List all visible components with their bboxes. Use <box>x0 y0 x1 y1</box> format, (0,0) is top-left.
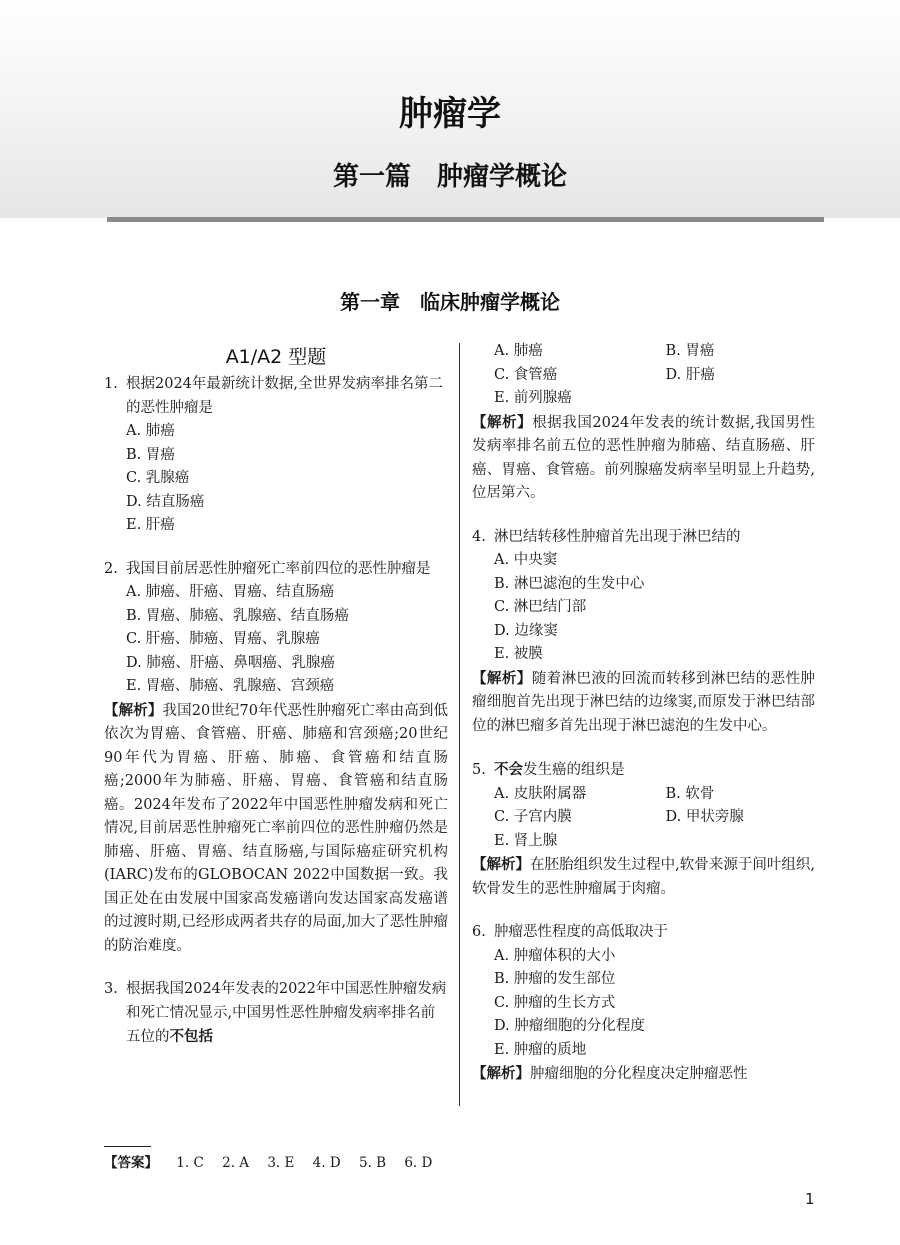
analysis <box>472 667 815 739</box>
left-column <box>104 340 448 1070</box>
option-b: B. 肿瘤的发生部位 <box>494 971 616 987</box>
analysis <box>472 411 815 506</box>
option-d: D. 边缘窦 <box>494 622 558 639</box>
analysis-text: 在胚胎组织发生过程中,软骨来源于间叶组织,软骨发生的恶性肿瘤属于肉瘤。 <box>472 857 815 897</box>
question-3 <box>104 978 448 1050</box>
question-4 <box>472 526 815 739</box>
question-text: 淋巴结转移性肿瘤首先出现于淋巴结的 <box>494 528 741 545</box>
option-a: A. 肺癌 <box>494 343 543 359</box>
page-number: 1 <box>805 1190 815 1208</box>
question-stem <box>472 921 815 945</box>
chapter-title: 第一章 临床肿瘤学概论 <box>340 290 560 314</box>
question-stem <box>472 758 815 783</box>
analysis-label: 【解析】 <box>472 1065 530 1082</box>
question-number: 3. <box>104 981 118 997</box>
question-emphasis: 不包括 <box>169 1028 213 1045</box>
answer-item: 3. E <box>267 1155 295 1171</box>
option-e: E. 肿瘤的质地 <box>494 1041 587 1058</box>
question-stem <box>104 373 448 420</box>
analysis-label: 【解析】 <box>472 669 532 687</box>
column-divider <box>459 343 460 1106</box>
option-d: D. 肿瘤细胞的分化程度 <box>494 1018 645 1034</box>
answer-key <box>104 1152 446 1174</box>
option-e: E. 肝癌 <box>126 517 175 533</box>
analysis-label: 【解析】 <box>472 856 531 873</box>
header-divider <box>107 217 824 222</box>
analysis-text: 我国20世纪70年代恶性肿瘤死亡率由高到低依次为胃癌、食管癌、肝癌、肺癌和宫颈癌;20世纪90年代为胃癌、肝癌、肺癌、食管癌和结直肠癌;2000年为肺癌、肝癌、胃癌、食管癌和结直肠癌。2024年发布了2022年中国恶性肿瘤发病和死亡情况,目前居恶性肿瘤死亡率前四位的恶性肿瘤仍然是肺癌、肝癌、胃癌、结直肠癌,与国际癌症研究机构(IARC)发布的GLOBOCAN 2022中国数据一致。我国正处在由发展中国家高发癌谱向发达国家高发癌谱的过渡时期,已经形成两者共存的局面,加大了恶性肿瘤的防治难度。 <box>104 702 449 954</box>
analysis <box>472 1062 815 1087</box>
option-c: C. 食管癌 <box>494 366 558 383</box>
answer-key-label: 【答案】 <box>104 1155 158 1171</box>
option-c: C. 肝癌、肺癌、胃癌、乳腺癌 <box>126 631 320 647</box>
option-b: B. 胃癌 <box>665 343 715 359</box>
book-title: 肿瘤学 <box>399 94 501 134</box>
question-stem <box>472 526 815 550</box>
option-c: C. 子宫内膜 <box>494 809 572 825</box>
answer-item: 2. A <box>222 1155 250 1171</box>
analysis-label: 【解析】 <box>104 701 163 719</box>
answer-item: 1. C <box>176 1155 204 1171</box>
section-title: A1/A2 型题 <box>225 346 327 368</box>
question-text: 肿瘤恶性程度的高低取决于 <box>494 924 668 940</box>
question-1 <box>104 373 448 538</box>
option-b: B. 软骨 <box>665 785 715 802</box>
option-d: D. 结直肠癌 <box>126 493 205 510</box>
question-number: 4. <box>472 528 486 545</box>
analysis <box>472 853 815 901</box>
question-6 <box>472 921 815 1087</box>
question-number: 1. <box>104 376 118 392</box>
analysis-text: 随着淋巴液的回流而转移到淋巴结的恶性肿瘤细胞首先出现于淋巴结的边缘窦,而原发于淋巴结部位的淋巴瘤多首先出现于淋巴滤泡的生发中心。 <box>472 670 816 734</box>
option-a: A. 肿瘤体积的大小 <box>494 947 616 964</box>
option-a: A. 肺癌、肝癌、胃癌、结直肠癌 <box>126 584 335 600</box>
option-e: E. 胃癌、肺癌、乳腺癌、宫颈癌 <box>126 678 335 694</box>
option-d: D. 肺癌、肝癌、鼻咽癌、乳腺癌 <box>126 654 335 671</box>
question-emphasis: 不会 <box>494 761 523 778</box>
option-b: B. 淋巴滤泡的生发中心 <box>494 575 645 592</box>
question-stem <box>104 978 448 1050</box>
option-a: A. 肺癌 <box>126 423 175 439</box>
option-e: E. 前列腺癌 <box>494 390 572 406</box>
question-text: 发生癌的组织是 <box>523 762 625 778</box>
analysis <box>104 699 448 959</box>
question-text: 根据我国2024年发表的2022年中国恶性肿瘤发病和死亡情况显示,中国男性恶性肿瘤发病率排名前五位的 <box>126 981 447 1045</box>
question-text: 根据2024年最新统计数据,全世界发病率排名第二的恶性肿瘤是 <box>126 376 444 416</box>
question-text: 我国目前居恶性肿瘤死亡率前四位的恶性肿瘤是 <box>126 560 431 577</box>
option-b: B. 胃癌、肺癌、乳腺癌、结直肠癌 <box>126 607 349 624</box>
analysis-label: 【解析】 <box>472 413 533 431</box>
option-c: C. 乳腺癌 <box>126 470 190 486</box>
option-d: D. 甲状旁腺 <box>665 809 744 825</box>
question-number: 5. <box>472 762 486 778</box>
question-5 <box>472 758 815 901</box>
option-e: E. 被膜 <box>494 646 543 662</box>
option-a: A. 中央窦 <box>494 552 558 568</box>
right-column <box>472 340 815 1107</box>
question-2 <box>104 558 448 959</box>
answer-item: 5. B <box>358 1155 387 1171</box>
answer-item: 4. D <box>312 1155 341 1171</box>
question-stem <box>104 558 448 582</box>
question-number: 2. <box>104 560 118 577</box>
option-d: D. 肝癌 <box>665 366 715 383</box>
option-c: C. 肿瘤的生长方式 <box>494 994 616 1011</box>
footnote-divider <box>104 1146 151 1147</box>
analysis-text: 根据我国2024年发表的统计数据,我国男性发病率排名前五位的恶性肿瘤为肺癌、结直肠癌、肝癌、胃癌、食管癌。前列腺癌发病率呈明显上升趋势,位居第六。 <box>472 414 815 501</box>
option-e: E. 肾上腺 <box>494 832 558 849</box>
answer-item: 6. D <box>404 1155 433 1171</box>
option-a: A. 皮肤附属器 <box>494 785 587 802</box>
option-b: B. 胃癌 <box>126 446 175 463</box>
part-title: 第一篇 肿瘤学概论 <box>332 162 567 192</box>
question-3-continued <box>472 340 815 506</box>
analysis-text: 肿瘤细胞的分化程度决定肿瘤恶性 <box>530 1066 748 1082</box>
option-c: C. 淋巴结门部 <box>494 599 587 615</box>
question-number: 6. <box>472 924 486 940</box>
